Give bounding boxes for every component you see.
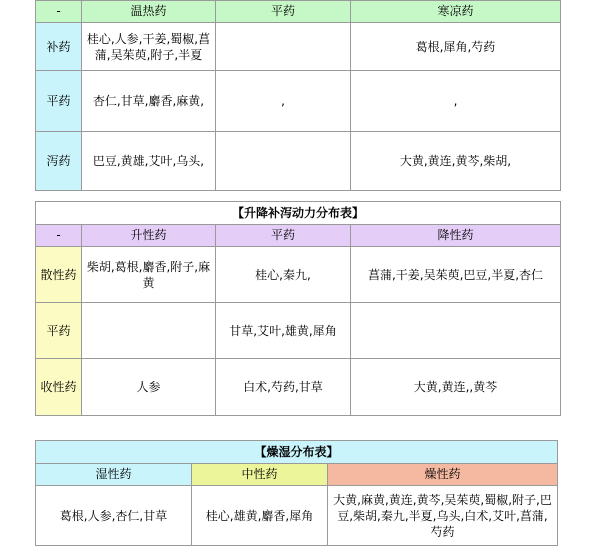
table1-corner-cell: - [36, 1, 82, 23]
table-cell: 巴豆,黄雄,艾叶,乌头, [82, 132, 216, 191]
table-row [36, 359, 561, 416]
table-cell: 葛根,人参,杏仁,甘草 [36, 486, 192, 546]
row-label-dispersing: 散性药 [36, 247, 82, 303]
table1-header-row [36, 1, 561, 23]
table1-header-neutral: 平药 [216, 1, 351, 23]
table3-header-row [36, 464, 558, 486]
table1-header-cold: 寒凉药 [351, 1, 561, 23]
table-cell: 桂心,人参,干姜,蜀椒,菖蒲,吴茱萸,附子,半夏 [82, 23, 216, 71]
table-cell: 大黄,麻黄,黄连,黄芩,吴茱萸,蜀椒,附子,巴豆,柴胡,秦九,半夏,乌头,白术,艾叶,菖蒲,芍药 [328, 486, 558, 546]
table3-header-dry: 燥性药 [328, 464, 558, 486]
table2-header-neutral: 平药 [216, 225, 351, 247]
table2-caption: 【升降补泻动力分布表】 [36, 202, 561, 225]
table-cell [82, 303, 216, 359]
row-label-neutral: 平药 [36, 71, 82, 132]
table-cell: 菖蒲,干姜,吴茱萸,巴豆,半夏,杏仁 [351, 247, 561, 303]
row-label-tonify: 补药 [36, 23, 82, 71]
table2-corner-cell: - [36, 225, 82, 247]
row-label-astringent: 收性药 [36, 359, 82, 416]
dry-damp-table [35, 440, 558, 546]
table-cell: 白术,芍药,甘草 [216, 359, 351, 416]
table-cell: 大黄,黄连,,黄芩 [351, 359, 561, 416]
table1-header-warm: 温热药 [82, 1, 216, 23]
table-row [36, 303, 561, 359]
table3-caption: 【燥湿分布表】 [36, 441, 558, 464]
table3-header-damp: 湿性药 [36, 464, 192, 486]
tonify-purge-temperature-table [35, 0, 561, 191]
table2-header-ascending: 升性药 [82, 225, 216, 247]
table-cell [351, 303, 561, 359]
table-cell [216, 23, 351, 71]
table-cell: 桂心,秦九, [216, 247, 351, 303]
table-cell: , [216, 71, 351, 132]
table-row [36, 486, 558, 546]
table-cell: 葛根,犀角,芍药 [351, 23, 561, 71]
table3-header-neutral: 中性药 [192, 464, 328, 486]
table3-caption-row [36, 441, 558, 464]
table-cell: 杏仁,甘草,麝香,麻黄, [82, 71, 216, 132]
table-cell: 桂心,雄黄,麝香,犀角 [192, 486, 328, 546]
table-cell: 大黄,黄连,黄芩,柴胡, [351, 132, 561, 191]
table-row [36, 23, 561, 71]
table-cell [216, 132, 351, 191]
row-label-purge: 泻药 [36, 132, 82, 191]
table-row [36, 71, 561, 132]
table-cell: 柴胡,葛根,麝香,附子,麻黄 [82, 247, 216, 303]
table-row [36, 132, 561, 191]
table2-caption-row [36, 202, 561, 225]
table2-header-row [36, 225, 561, 247]
table2-header-descending: 降性药 [351, 225, 561, 247]
table-row [36, 247, 561, 303]
table-cell: 人参 [82, 359, 216, 416]
table-cell: , [351, 71, 561, 132]
table-cell: 甘草,艾叶,雄黄,犀角 [216, 303, 351, 359]
ascend-descend-table [35, 201, 561, 416]
row-label-neutral: 平药 [36, 303, 82, 359]
